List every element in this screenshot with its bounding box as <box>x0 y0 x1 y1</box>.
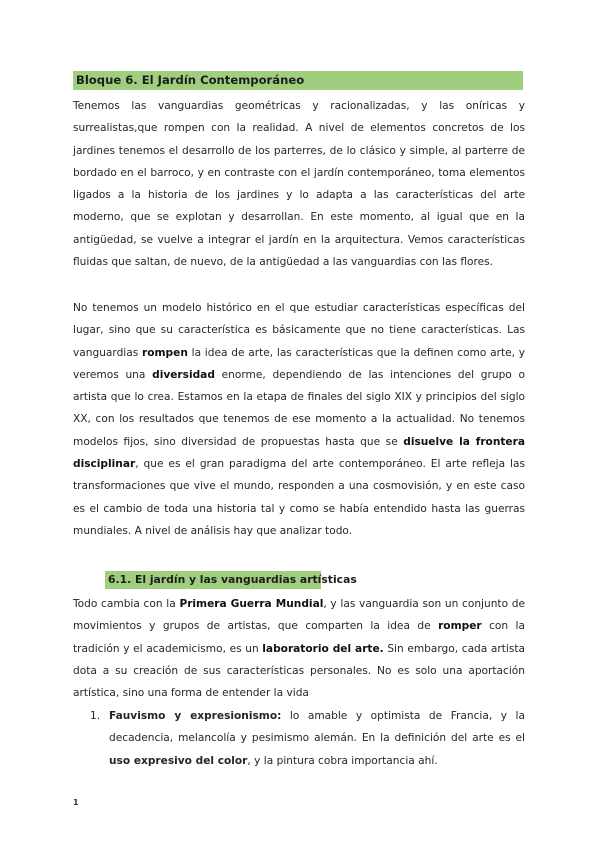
subsection-heading: 6.1. El jardín y las vanguardias artísticas <box>105 571 321 589</box>
movements-list <box>73 705 525 772</box>
list-item-text: Fauvismo y expresionismo: lo amable y optimista de Francia, y la decadencia, melancolía y pesimismo alemán. En la definición del arte es el uso expresivo del color, y la pintura cobra importancia ahí. <box>109 710 525 767</box>
bold-phrase: rompen <box>142 346 188 359</box>
bold-phrase: disuelve la frontera disciplinar <box>73 435 525 471</box>
bold-phrase: romper <box>438 620 482 633</box>
bold-phrase: Primera Guerra Mundial <box>179 598 324 610</box>
bold-phrase: laboratorio del arte. <box>262 642 384 655</box>
list-item <box>73 705 525 772</box>
paragraph-intro: Tenemos las vanguardias geométricas y racionalizadas, y las oníricas y surrealistas,que rompen con la realidad. A nivel de elementos concretos de los jardines tenemos el desarrollo de los parterres, de lo clásico y simple, al parterre de bordado en el barroco, y en contraste con el jardín contemporáneo, toma elementos ligados a la historia de los jardines y lo adapta a las características del arte moderno, que se explotan y desarrollan. En este momento, al igual que en la antigüedad, se vuelve a integrar el jardín en la arquitectura. Vemos características fluidas que saltan, de nuevo, de la antigüedad a las vanguardias con las flores. <box>73 100 525 269</box>
paragraph-vanguardias: No tenemos un modelo histórico en el que estudiar características específicas del lugar, sino que su característica es básicamente que no tiene características. Las vanguardias rompen la idea de arte, las características que la definen como arte, y veremos una diversidad enorme, dependiendo de las intenciones del grupo o artista que lo crea. Estamos en la etapa de finales del siglo XIX y principios del siglo XX, con los resultados que tenemos de ese momento a la actualidad. No tenemos modelos fijos, sino diversidad de propuestas hasta que se disuelve la frontera disciplinar, que es el gran paradigma del arte contemporáneo. El arte refleja las transformaciones que vive el mundo, responden a una cosmovisión, y en este caso es el cambio de toda una historia tal y como se había entendido hasta las guerras mundiales. A nivel de análisis hay que analizar todo. <box>73 302 526 537</box>
page-number: 1 <box>73 798 79 807</box>
section-heading: Bloque 6. El Jardín Contemporáneo <box>73 71 523 90</box>
paragraph-primera-guerra: Todo cambia con la Primera Guerra Mundial, y las vanguardia son un conjunto de movimientos y grupos de artistas, que comparten la idea de romper con la tradición y el academicismo, es un laboratorio del arte. Sin embargo, cada artista dota a su creación de sus características personales. No es solo una aportación artística, sino una forma de entender la vida <box>73 598 526 700</box>
bold-phrase: diversidad <box>152 368 215 381</box>
bold-phrase: Fauvismo y expresionismo: <box>109 710 282 722</box>
list-item-number: 1. <box>90 710 101 722</box>
bold-phrase: uso expresivo del color <box>109 754 248 767</box>
